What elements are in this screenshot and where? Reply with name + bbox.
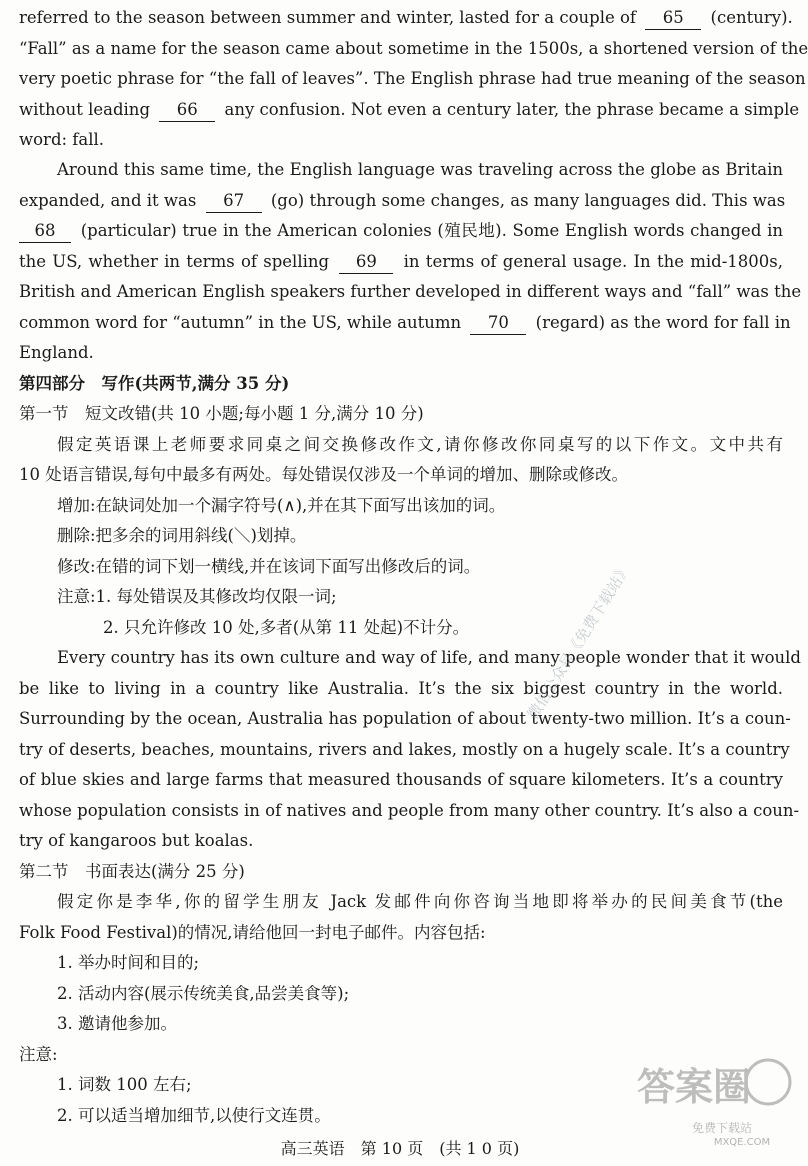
note-line: 2. 只允许修改 10 处,多者(从第 11 处起)不计分。 [103, 618, 470, 637]
text: any confusion. Not even a century later, the phrase became a simple [224, 100, 800, 119]
instruction-line: 10 处语言错误,每句中最多有两处。每处错误仅涉及一个单词的增加、删除或修改。 [19, 465, 628, 484]
passage-line: “Fall” as a name for the season came about sometime in the 1500s, a shortened version of the [19, 39, 808, 58]
svg-text:MXQE.COM: MXQE.COM [713, 1137, 771, 1148]
text: (century). [710, 8, 793, 27]
text: in terms of general usage. In the mid-1800s, [403, 252, 784, 271]
passage-line [19, 308, 791, 338]
note-item: 2. 可以适当增加细节,以使行文连贯。 [57, 1106, 331, 1125]
part-heading: 第四部分 写作(共两节,满分 35 分) [19, 374, 290, 393]
content-item: 3. 邀请他参加。 [57, 1014, 177, 1033]
svg-text:答案圈: 答案圈 [636, 1065, 752, 1109]
passage-line: very poetic phrase for “the fall of leaves”. The English phrase had true meaning of the season [19, 69, 806, 88]
instruction-line: 假定英语课上老师要求同桌之间交换修改作文,请你修改你同桌写的以下作文。文中共有 [57, 435, 783, 454]
essay-line: of blue skies and large farms that measured thousands of square kilometers. It’s a country [19, 770, 783, 789]
blank-65: 65 [645, 7, 701, 30]
passage-line [19, 95, 800, 125]
passage-line: British and American English speakers further developed in different ways and “fall” was the [19, 282, 802, 301]
section-heading: 第一节 短文改错(共 10 小题;每小题 1 分,满分 10 分) [19, 404, 424, 423]
site-logo-icon [622, 1052, 792, 1148]
svg-text:免费下载站: 免费下载站 [691, 1121, 753, 1135]
blank-69: 69 [339, 251, 393, 274]
instruction-line: 假定你是李华,你的留学生朋友 Jack 发邮件向你咨询当地即将举办的民间美食节(the [57, 892, 783, 911]
passage-line: word: fall. [19, 130, 105, 149]
instruction-modify: 修改:在错的词下划一横线,并在该词下面写出修改后的词。 [57, 557, 481, 576]
page-footer: 高三英语 第 10 页 (共 1 0 页) [280, 1139, 520, 1158]
text: (regard) as the word for fall in [535, 313, 791, 332]
essay-line: whose population consists in of natives and people from many other country. It’s also a coun- [19, 801, 800, 820]
content-item: 1. 举办时间和目的; [57, 953, 200, 972]
blank-70: 70 [470, 312, 526, 335]
text: (go) through some changes, as many languages did. This was [270, 191, 786, 210]
section-heading: 第二节 书面表达(满分 25 分) [19, 862, 245, 881]
essay-line: Surrounding by the ocean, Australia has population of about twenty-two million. It’s a coun- [19, 709, 791, 728]
blank-68: 68 [19, 220, 71, 243]
text: (particular) true in the American colonies (殖民地). Some English words changed in [80, 221, 783, 240]
text: without leading [19, 100, 151, 119]
text: referred to the season between summer and winter, lasted for a couple of [19, 8, 637, 27]
instruction-delete: 删除:把多余的词用斜线(＼)划掉。 [57, 526, 307, 545]
instruction-line: Folk Food Festival)的情况,请给他回一封电子邮件。内容包括: [19, 923, 486, 942]
essay-line: try of deserts, beaches, mountains, rivers and lakes, mostly on a hugely scale. It’s a country [19, 740, 790, 759]
passage-line [19, 3, 793, 33]
essay-line: Every country has its own culture and way of life, and many people wonder that it would [57, 648, 801, 667]
note-item: 1. 词数 100 左右; [57, 1075, 192, 1094]
blank-67: 67 [206, 190, 262, 213]
passage-line [19, 216, 783, 246]
watermark-text: 微信公众号《免费下载站》 [523, 560, 635, 723]
essay-line: be like to living in a country like Australia. It’s the six biggest country in the world. [19, 679, 783, 698]
passage-line: England. [19, 343, 94, 362]
essay-line: try of kangaroos but koalas. [19, 831, 254, 850]
note-line: 注意:1. 每处错误及其修改均仅限一词; [57, 587, 337, 606]
instruction-add: 增加:在缺词处加一个漏字符号(∧),并在其下面写出该加的词。 [57, 496, 506, 515]
text: expanded, and it was [19, 191, 197, 210]
passage-line: Around this same time, the English language was traveling across the globe as Britain [57, 160, 783, 179]
text: the US, whether in terms of spelling [19, 252, 330, 271]
blank-66: 66 [159, 99, 215, 122]
passage-line [19, 186, 786, 216]
content-item: 2. 活动内容(展示传统美食,品尝美食等); [57, 984, 350, 1003]
text: common word for “autumn” in the US, while autumn [19, 313, 462, 332]
note-label: 注意: [19, 1045, 58, 1064]
passage-line [19, 247, 783, 277]
